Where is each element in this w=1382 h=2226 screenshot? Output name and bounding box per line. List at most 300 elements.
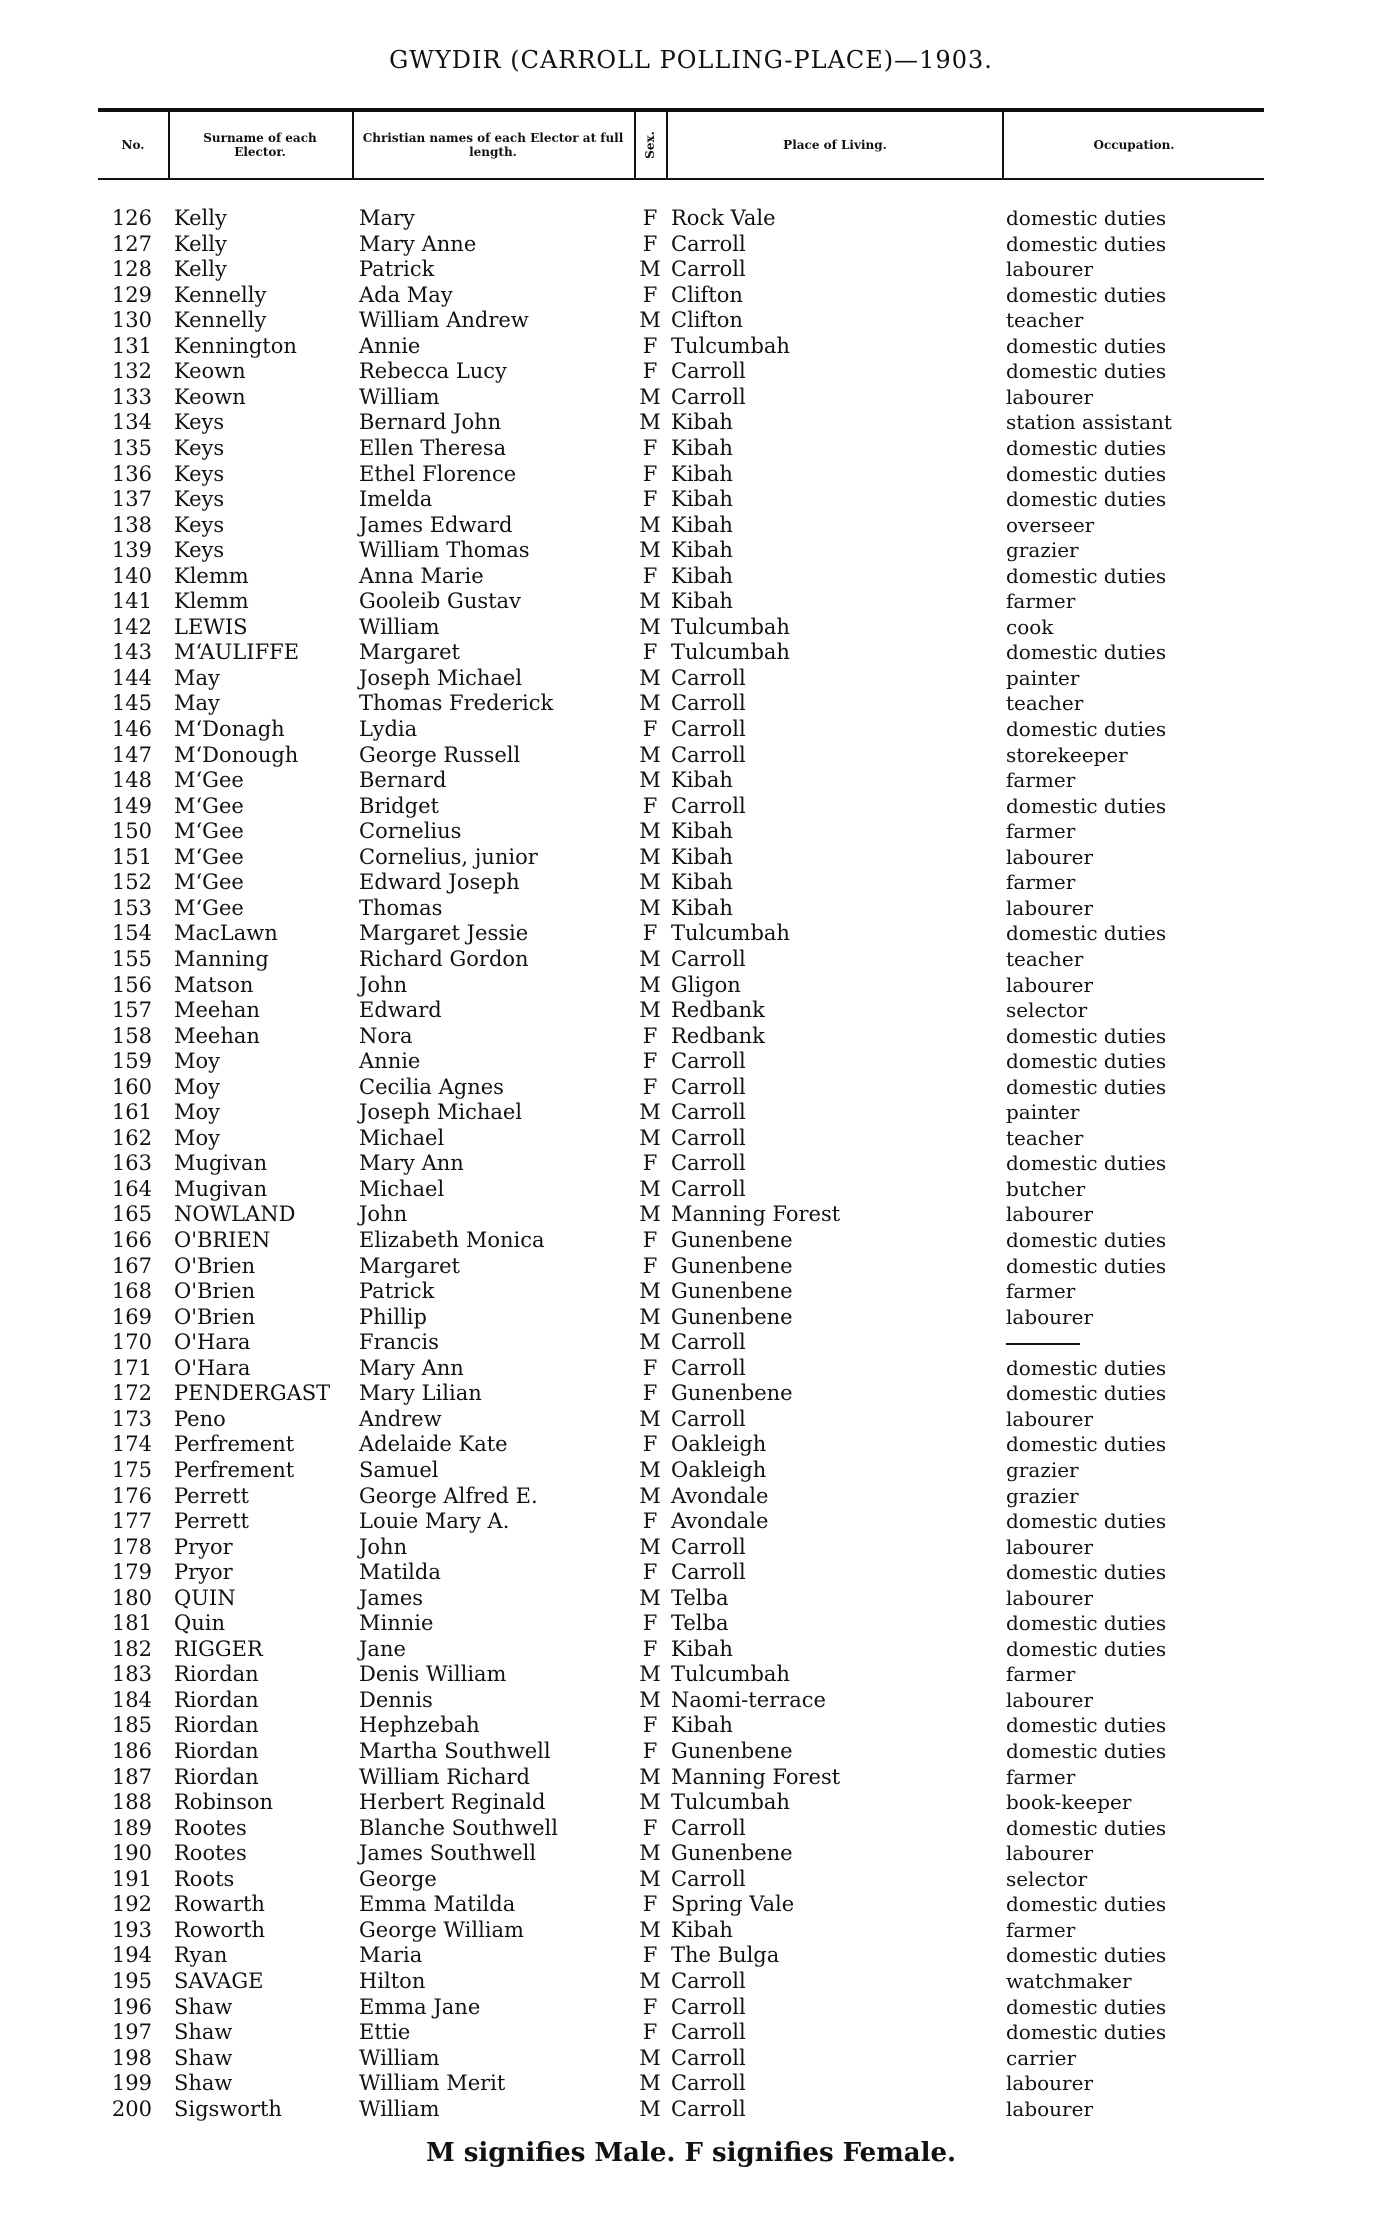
elector-sex: F xyxy=(642,333,658,358)
elector-occupation: painter xyxy=(1006,665,1080,690)
elector-surname: May xyxy=(174,665,220,690)
elector-number: 152 xyxy=(111,870,152,895)
table-row xyxy=(0,359,1382,385)
elector-sex: F xyxy=(642,1739,658,1763)
elector-occupation: domestic duties xyxy=(1006,640,1167,665)
elector-christian-names: Ellen Theresa xyxy=(359,435,507,460)
elector-occupation: teacher xyxy=(1006,1125,1084,1150)
elector-number: 164 xyxy=(111,1176,152,1201)
elector-sex: F xyxy=(642,640,658,665)
elector-surname: Robinson xyxy=(174,1790,274,1815)
elector-place-of-living: Clifton xyxy=(671,308,743,333)
elector-christian-names: Imelda xyxy=(359,487,433,512)
elector-christian-names: Margaret xyxy=(359,1253,460,1278)
elector-number: 183 xyxy=(111,1662,152,1687)
elector-number: 154 xyxy=(111,921,152,946)
elector-place-of-living: Carroll xyxy=(671,1815,746,1840)
elector-number: 156 xyxy=(111,972,152,997)
elector-surname: MacLawn xyxy=(174,921,278,946)
table-row xyxy=(0,1943,1382,1969)
elector-christian-names: John xyxy=(359,1202,408,1227)
elector-sex: M xyxy=(639,2096,661,2121)
table-row xyxy=(0,1432,1382,1458)
elector-christian-names: Mary Ann xyxy=(359,1355,464,1380)
elector-place-of-living: Carroll xyxy=(671,1560,746,1585)
table-row xyxy=(0,1713,1382,1739)
elector-christian-names: Cornelius, junior xyxy=(359,844,538,869)
table-row xyxy=(0,1279,1382,1305)
elector-surname: Keys xyxy=(174,435,225,460)
elector-sex: F xyxy=(642,206,658,230)
elector-occupation: teacher xyxy=(1006,691,1084,716)
elector-sex: M xyxy=(639,384,661,409)
elector-occupation: domestic duties xyxy=(1006,333,1167,358)
elector-occupation: labourer xyxy=(1006,1687,1094,1712)
elector-surname: Shaw xyxy=(174,1994,233,2019)
elector-number: 167 xyxy=(111,1253,152,1278)
table-row xyxy=(0,1100,1382,1126)
elector-sex: F xyxy=(642,1509,658,1534)
elector-christian-names: Jane xyxy=(359,1636,406,1661)
elector-sex: F xyxy=(642,1815,658,1840)
elector-surname: Keown xyxy=(174,384,246,409)
elector-sex: M xyxy=(639,257,661,282)
elector-christian-names: Bridget xyxy=(359,793,439,818)
elector-occupation: farmer xyxy=(1006,870,1076,895)
elector-surname: Riordan xyxy=(174,1739,259,1763)
header-sex: Sex. xyxy=(643,131,657,159)
elector-number: 157 xyxy=(111,998,152,1023)
elector-occupation xyxy=(1006,1330,1080,1356)
elector-occupation: book-keeper xyxy=(1006,1790,1132,1815)
elector-sex: F xyxy=(642,1355,658,1380)
elector-surname: QUIN xyxy=(174,1585,236,1610)
elector-sex: M xyxy=(639,1790,661,1815)
table-row xyxy=(0,666,1382,692)
table-row xyxy=(0,1126,1382,1152)
elector-occupation: farmer xyxy=(1006,1917,1076,1942)
elector-number: 191 xyxy=(111,1866,152,1891)
elector-surname: PENDERGAST xyxy=(174,1381,331,1406)
elector-number: 129 xyxy=(111,282,152,307)
elector-number: 135 xyxy=(111,435,152,460)
elector-surname: SAVAGE xyxy=(174,1968,264,1993)
elector-christian-names: Annie xyxy=(359,333,421,358)
elector-christian-names: William Merit xyxy=(359,2071,506,2096)
table-row xyxy=(0,1075,1382,1101)
elector-surname: Rootes xyxy=(174,1841,247,1866)
elector-number: 155 xyxy=(111,946,152,971)
elector-christian-names: George William xyxy=(359,1917,524,1942)
header-no: No. xyxy=(121,138,145,152)
table-row xyxy=(0,589,1382,615)
table-row xyxy=(0,1407,1382,1433)
elector-sex: M xyxy=(639,1662,661,1687)
elector-place-of-living: Carroll xyxy=(671,231,746,256)
elector-place-of-living: Tulcumbah xyxy=(671,640,790,665)
table-row xyxy=(0,1202,1382,1228)
elector-occupation: domestic duties xyxy=(1006,282,1167,307)
elector-place-of-living: Tulcumbah xyxy=(671,1662,790,1687)
elector-occupation: labourer xyxy=(1006,844,1094,869)
elector-number: 134 xyxy=(111,410,152,435)
elector-place-of-living: Spring Vale xyxy=(671,1892,795,1917)
elector-christian-names: George xyxy=(359,1866,437,1891)
elector-occupation: grazier xyxy=(1006,1457,1079,1482)
elector-surname: May xyxy=(174,691,220,716)
elector-surname: O'Hara xyxy=(174,1355,251,1380)
table-row xyxy=(0,1739,1382,1765)
elector-sex: F xyxy=(642,1253,658,1278)
elector-number: 160 xyxy=(111,1074,152,1099)
elector-occupation: labourer xyxy=(1006,1585,1094,1610)
table-row xyxy=(0,283,1382,309)
elector-surname: Keys xyxy=(174,487,225,512)
elector-surname: Rootes xyxy=(174,1815,247,1840)
header-occupation: Occupation. xyxy=(1093,138,1175,152)
elector-number: 186 xyxy=(111,1739,152,1763)
elector-place-of-living: Carroll xyxy=(671,2045,746,2070)
elector-christian-names: John xyxy=(359,972,408,997)
elector-number: 149 xyxy=(111,793,152,818)
elector-christian-names: James Edward xyxy=(359,512,513,537)
table-row xyxy=(0,947,1382,973)
elector-sex: F xyxy=(642,1636,658,1661)
elector-place-of-living: Manning Forest xyxy=(671,1764,841,1789)
elector-occupation: cook xyxy=(1006,614,1054,639)
elector-christian-names: Hilton xyxy=(359,1968,426,1993)
table-row xyxy=(0,973,1382,999)
elector-occupation: domestic duties xyxy=(1006,1943,1167,1968)
elector-sex: F xyxy=(642,1994,658,2019)
elector-christian-names: Francis xyxy=(359,1330,439,1355)
elector-place-of-living: Kibah xyxy=(671,844,733,869)
elector-number: 158 xyxy=(111,1023,152,1048)
elector-occupation: domestic duties xyxy=(1006,435,1167,460)
elector-christian-names: Elizabeth Monica xyxy=(359,1228,545,1252)
elector-surname: Ryan xyxy=(174,1943,228,1968)
elector-occupation: domestic duties xyxy=(1006,1509,1167,1534)
elector-occupation: domestic duties xyxy=(1006,231,1167,256)
elector-surname: Riordan xyxy=(174,1662,259,1687)
elector-place-of-living: Kibah xyxy=(671,870,733,895)
elector-place-of-living: Kibah xyxy=(671,1713,733,1738)
elector-place-of-living: Avondale xyxy=(671,1483,769,1508)
elector-christian-names: George Alfred E. xyxy=(359,1483,538,1508)
elector-place-of-living: Tulcumbah xyxy=(671,333,790,358)
elector-christian-names: Patrick xyxy=(359,1279,435,1304)
elector-sex: M xyxy=(639,512,661,537)
table-row xyxy=(0,1560,1382,1586)
elector-place-of-living: Carroll xyxy=(671,665,746,690)
elector-christian-names: Nora xyxy=(359,1023,413,1048)
elector-number: 148 xyxy=(111,768,152,793)
table-row xyxy=(0,1484,1382,1510)
elector-place-of-living: Gunenbene xyxy=(671,1279,793,1304)
elector-surname: Moy xyxy=(174,1049,221,1074)
elector-place-of-living: Tulcumbah xyxy=(671,921,790,946)
elector-occupation: overseer xyxy=(1006,512,1095,537)
elector-christian-names: Bernard xyxy=(359,768,447,793)
elector-place-of-living: Redbank xyxy=(671,1023,765,1048)
elector-sex: F xyxy=(642,1611,658,1636)
elector-number: 171 xyxy=(111,1355,152,1380)
elector-occupation: domestic duties xyxy=(1006,206,1167,230)
elector-sex: M xyxy=(639,691,661,716)
elector-place-of-living: Carroll xyxy=(671,1151,746,1176)
elector-number: 175 xyxy=(111,1457,152,1482)
elector-place-of-living: Tulcumbah xyxy=(671,1790,790,1815)
header-surname: Surname of each Elector. xyxy=(203,131,317,159)
elector-sex: F xyxy=(642,1943,658,1968)
elector-sex: M xyxy=(639,1457,661,1482)
elector-place-of-living: Kibah xyxy=(671,1917,733,1942)
elector-christian-names: William xyxy=(359,2096,440,2121)
table-row xyxy=(0,1381,1382,1407)
elector-occupation: domestic duties xyxy=(1006,1560,1167,1585)
elector-place-of-living: Kibah xyxy=(671,410,733,435)
elector-occupation: domestic duties xyxy=(1006,1611,1167,1636)
elector-sex: M xyxy=(639,1968,661,1993)
elector-sex: M xyxy=(639,1866,661,1891)
elector-sex: M xyxy=(639,1100,661,1125)
elector-occupation: labourer xyxy=(1006,2071,1094,2096)
elector-occupation: farmer xyxy=(1006,589,1076,614)
elector-number: 144 xyxy=(111,665,152,690)
elector-number: 139 xyxy=(111,538,152,563)
elector-number: 153 xyxy=(111,895,152,920)
elector-sex: M xyxy=(639,1483,661,1508)
elector-occupation: station assistant xyxy=(1006,410,1172,435)
elector-occupation: domestic duties xyxy=(1006,487,1167,512)
elector-number: 166 xyxy=(111,1228,152,1252)
table-row xyxy=(0,1662,1382,1688)
table-row xyxy=(0,1841,1382,1867)
elector-place-of-living: Carroll xyxy=(671,1968,746,1993)
elector-christian-names: Cecilia Agnes xyxy=(359,1074,504,1099)
elector-christian-names: Denis William xyxy=(359,1662,507,1687)
elector-surname: M‘Gee xyxy=(174,870,244,895)
elector-occupation: domestic duties xyxy=(1006,1151,1167,1176)
table-row xyxy=(0,921,1382,947)
column-divider xyxy=(352,112,354,178)
elector-sex: M xyxy=(639,1279,661,1304)
elector-occupation: grazier xyxy=(1006,538,1079,563)
table-row xyxy=(0,1637,1382,1663)
elector-christian-names: Phillip xyxy=(359,1304,427,1329)
elector-place-of-living: Carroll xyxy=(671,1534,746,1559)
elector-surname: Sigsworth xyxy=(174,2096,282,2121)
header-bottom-rule xyxy=(98,178,1264,180)
elector-sex: M xyxy=(639,998,661,1023)
elector-place-of-living: Gunenbene xyxy=(671,1304,793,1329)
elector-occupation: domestic duties xyxy=(1006,1815,1167,1840)
elector-place-of-living: Carroll xyxy=(671,717,746,741)
elector-christian-names: Samuel xyxy=(359,1457,439,1482)
elector-place-of-living: Oakleigh xyxy=(671,1457,767,1482)
elector-number: 162 xyxy=(111,1125,152,1150)
elector-number: 193 xyxy=(111,1917,152,1942)
elector-surname: Shaw xyxy=(174,2071,233,2096)
elector-occupation: domestic duties xyxy=(1006,1049,1167,1074)
elector-christian-names: Ethel Florence xyxy=(359,461,517,486)
elector-surname: Rowarth xyxy=(174,1892,265,1917)
table-row xyxy=(0,615,1382,641)
elector-sex: F xyxy=(642,359,658,384)
elector-place-of-living: Kibah xyxy=(671,895,733,920)
elector-sex: M xyxy=(639,1125,661,1150)
elector-place-of-living: Carroll xyxy=(671,2020,746,2045)
elector-number: 131 xyxy=(111,333,152,358)
elector-surname: Shaw xyxy=(174,2045,233,2070)
elector-occupation: farmer xyxy=(1006,1662,1076,1687)
elector-surname: Moy xyxy=(174,1125,221,1150)
table-row xyxy=(0,385,1382,411)
elector-number: 177 xyxy=(111,1509,152,1534)
elector-christian-names: Lydia xyxy=(359,717,418,741)
elector-christian-names: Richard Gordon xyxy=(359,946,529,971)
elector-christian-names: Thomas Frederick xyxy=(359,691,554,716)
elector-occupation: labourer xyxy=(1006,1304,1094,1329)
elector-number: 184 xyxy=(111,1687,152,1712)
elector-christian-names: Ettie xyxy=(359,2020,411,2045)
elector-sex: M xyxy=(639,1841,661,1866)
elector-christian-names: Minnie xyxy=(359,1611,434,1636)
elector-number: 178 xyxy=(111,1534,152,1559)
elector-surname: Kelly xyxy=(174,257,227,282)
elector-christian-names: Joseph Michael xyxy=(359,665,523,690)
elector-surname: M‘Gee xyxy=(174,895,244,920)
elector-christian-names: Bernard John xyxy=(359,410,502,435)
elector-place-of-living: Kibah xyxy=(671,563,733,588)
elector-sex: M xyxy=(639,1917,661,1942)
elector-number: 179 xyxy=(111,1560,152,1585)
table-row xyxy=(0,1305,1382,1331)
elector-number: 169 xyxy=(111,1304,152,1329)
elector-surname: Keys xyxy=(174,461,225,486)
elector-sex: M xyxy=(639,1202,661,1227)
elector-place-of-living: Telba xyxy=(671,1585,729,1610)
elector-surname: Kelly xyxy=(174,206,227,230)
elector-place-of-living: Gunenbene xyxy=(671,1739,793,1763)
elector-number: 187 xyxy=(111,1764,152,1789)
elector-christian-names: Hephzebah xyxy=(359,1713,480,1738)
elector-occupation: domestic duties xyxy=(1006,1994,1167,2019)
elector-place-of-living: Carroll xyxy=(671,1074,746,1099)
elector-sex: M xyxy=(639,1406,661,1431)
elector-christian-names: Mary xyxy=(359,206,415,230)
elector-surname: O'Brien xyxy=(174,1279,256,1304)
elector-surname: Perfrement xyxy=(174,1432,295,1457)
elector-christian-names: William Andrew xyxy=(359,308,529,333)
elector-surname: Moy xyxy=(174,1100,221,1125)
elector-surname: M‘Gee xyxy=(174,819,244,844)
elector-number: 189 xyxy=(111,1815,152,1840)
elector-place-of-living: Carroll xyxy=(671,1049,746,1074)
table-row xyxy=(0,2071,1382,2097)
elector-christian-names: Herbert Reginald xyxy=(359,1790,546,1815)
elector-christian-names: William xyxy=(359,614,440,639)
elector-number: 172 xyxy=(111,1381,152,1406)
elector-number: 195 xyxy=(111,1968,152,1993)
table-row xyxy=(0,206,1382,232)
elector-number: 194 xyxy=(111,1943,152,1968)
elector-sex: F xyxy=(642,1074,658,1099)
table-row xyxy=(0,308,1382,334)
table-row xyxy=(0,794,1382,820)
elector-christian-names: Dennis xyxy=(359,1687,433,1712)
elector-occupation: domestic duties xyxy=(1006,793,1167,818)
elector-christian-names: Michael xyxy=(359,1176,445,1201)
elector-number: 146 xyxy=(111,717,152,741)
elector-sex: F xyxy=(642,1381,658,1406)
elector-place-of-living: Gligon xyxy=(671,972,741,997)
elector-christian-names: Mary Lilian xyxy=(359,1381,482,1406)
elector-surname: M‘Gee xyxy=(174,844,244,869)
table-row xyxy=(0,1892,1382,1918)
table-row xyxy=(0,691,1382,717)
table-row xyxy=(0,1918,1382,1944)
elector-sex: M xyxy=(639,1585,661,1610)
elector-sex: M xyxy=(639,768,661,793)
elector-surname: Keys xyxy=(174,538,225,563)
elector-sex: M xyxy=(639,2045,661,2070)
elector-sex: F xyxy=(642,921,658,946)
elector-sex: F xyxy=(642,1151,658,1176)
elector-christian-names: Edward xyxy=(359,998,442,1023)
elector-christian-names: Emma Matilda xyxy=(359,1892,516,1917)
elector-occupation: domestic duties xyxy=(1006,1636,1167,1661)
elector-number: 130 xyxy=(111,308,152,333)
table-row xyxy=(0,1688,1382,1714)
elector-sex: M xyxy=(639,1330,661,1355)
elector-christian-names: William Thomas xyxy=(359,538,530,563)
table-row xyxy=(0,743,1382,769)
table-row xyxy=(0,1611,1382,1637)
elector-occupation: labourer xyxy=(1006,1202,1094,1227)
elector-christian-names: Patrick xyxy=(359,257,435,282)
elector-christian-names: Margaret Jessie xyxy=(359,921,529,946)
elector-number: 126 xyxy=(111,206,152,230)
elector-occupation: labourer xyxy=(1006,1406,1094,1431)
table-row xyxy=(0,513,1382,539)
elector-surname: Meehan xyxy=(174,998,260,1023)
elector-surname: Roots xyxy=(174,1866,235,1891)
elector-occupation: farmer xyxy=(1006,1764,1076,1789)
elector-christian-names: Edward Joseph xyxy=(359,870,520,895)
elector-number: 137 xyxy=(111,487,152,512)
table-row xyxy=(0,2097,1382,2123)
elector-number: 127 xyxy=(111,231,152,256)
elector-number: 170 xyxy=(111,1330,152,1355)
elector-place-of-living: Carroll xyxy=(671,359,746,384)
table-row xyxy=(0,768,1382,794)
elector-sex: M xyxy=(639,895,661,920)
elector-sex: M xyxy=(639,410,661,435)
table-row xyxy=(0,870,1382,896)
elector-sex: F xyxy=(642,793,658,818)
elector-occupation: domestic duties xyxy=(1006,563,1167,588)
elector-sex: M xyxy=(639,1304,661,1329)
elector-surname: O'Brien xyxy=(174,1304,256,1329)
elector-occupation: labourer xyxy=(1006,895,1094,920)
elector-surname: RIGGER xyxy=(174,1636,263,1661)
elector-occupation: labourer xyxy=(1006,1841,1094,1866)
elector-place-of-living: Carroll xyxy=(671,384,746,409)
elector-surname: Perrett xyxy=(174,1483,249,1508)
elector-number: 161 xyxy=(111,1100,152,1125)
table-row xyxy=(0,1969,1382,1995)
